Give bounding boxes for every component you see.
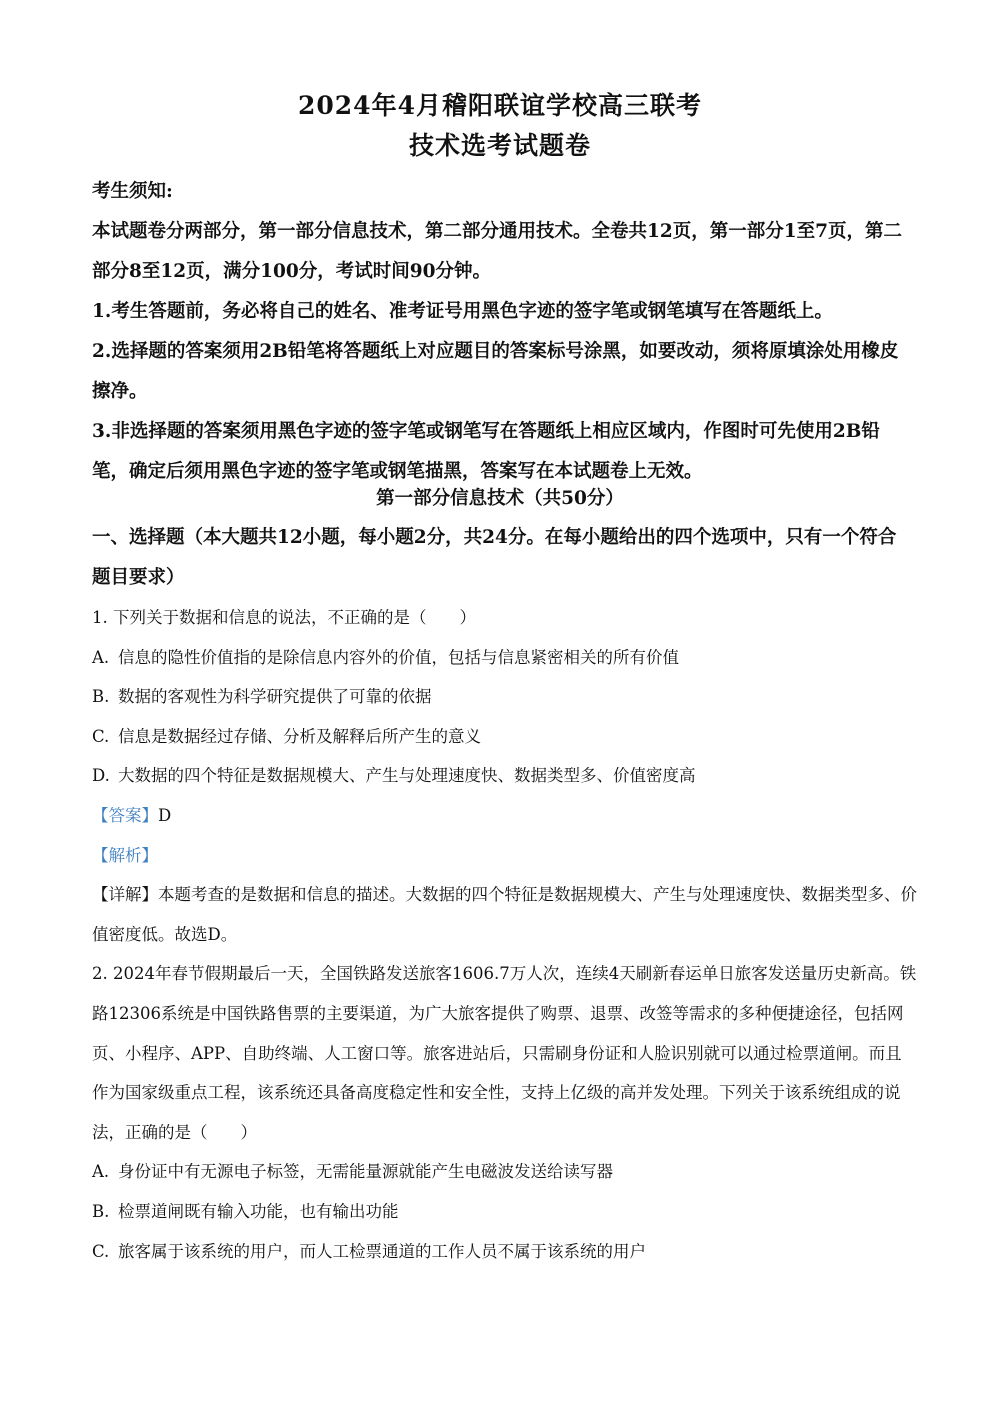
section1-heading: 一、选择题（本大题共12小题，每小题2分，共24分。在每小题给出的四个选项中，只有一个符合题目要求）: [92, 527, 897, 588]
notice-heading: 考生须知:: [92, 181, 173, 202]
q2-stem: 2. 2024年春节假期最后一天，全国铁路发送旅客1606.7万人次，连续4天刷新春运单日旅客发送量历史新高。铁路12306系统是中国铁路售票的主要渠道，为广大旅客提供了购票、退票、改签等需求的多种便捷途径，包括网页、小程序、APP、自助终端、人工窗口等。旅客进站后，只需刷身份证和人脸识别就可以通过检票道闸。而且作为国家级重点工程，该系统还具备高度稳定性和安全性，支持上亿级的高并发处理。下列关于该系统组成的说法，正确的是（ ）: [92, 964, 917, 1142]
exam-notice: [92, 172, 912, 492]
option-text: 数据的客观性为科学研究提供了可靠的依据: [118, 687, 432, 707]
notice-item-2: 2.选择题的答案须用2B铅笔将答题纸上对应题目的答案标号涂黑，如要改动，须将原填涂处用橡皮擦净。: [92, 341, 899, 402]
q1-option-b: [92, 677, 917, 717]
q1-detail: [92, 875, 917, 954]
notice-item-1: 1.考生答题前，务必将自己的姓名、准考证号用黑色字迹的签字笔或钢笔填写在答题纸上。: [92, 301, 833, 322]
q2-option-c: [92, 1232, 917, 1272]
option-letter: D.: [92, 766, 110, 786]
q1-option-c: [92, 717, 917, 757]
option-letter: C.: [92, 1241, 110, 1261]
q1-option-d: [92, 756, 917, 796]
option-text: 身份证中有无源电子标签，无需能量源就能产生电磁波发送给读写器: [118, 1162, 613, 1182]
answer-value: D: [158, 805, 172, 825]
option-text: 旅客属于该系统的用户，而人工检票通道的工作人员不属于该系统的用户: [118, 1241, 646, 1261]
notice-item-3: 3.非选择题的答案须用黑色字迹的签字笔或钢笔写在答题纸上相应区域内，作图时可先使用2B铅笔，确定后须用黑色字迹的签字笔或钢笔描黑，答案写在本试题卷上无效。: [92, 421, 880, 482]
q2-option-a: [92, 1152, 917, 1192]
exam-subtitle: 技术选考试题卷: [408, 131, 591, 160]
notice-intro: 本试题卷分两部分，第一部分信息技术，第二部分通用技术。全卷共12页，第一部分1至7页，第二部分8至12页，满分100分，考试时间90分钟。: [92, 221, 902, 282]
q1-analysis: [92, 836, 917, 876]
part1-title: 第一部分信息技术（共50分）: [376, 488, 624, 509]
q1-option-a: [92, 638, 917, 678]
analysis-tag: 【解析】: [92, 845, 158, 865]
detail-text: 本题考查的是数据和信息的描述。大数据的四个特征是数据规模大、产生与处理速度快、数据类型多、价值密度低。故选D。: [92, 885, 917, 944]
option-letter: B.: [92, 687, 110, 707]
option-letter: B.: [92, 1201, 110, 1221]
option-text: 大数据的四个特征是数据规模大、产生与处理速度快、数据类型多、价值密度高: [118, 766, 696, 786]
option-text: 信息是数据经过存储、分析及解释后所产生的意义: [118, 726, 481, 746]
q1-answer: [92, 796, 917, 836]
option-letter: C.: [92, 726, 110, 746]
detail-tag: 【详解】: [92, 885, 158, 905]
option-text: 检票道闸既有输入功能，也有输出功能: [118, 1201, 399, 1221]
option-text: 信息的隐性价值指的是除信息内容外的价值，包括与信息紧密相关的所有价值: [118, 647, 679, 667]
option-letter: A.: [92, 1162, 110, 1182]
q2-option-b: [92, 1192, 917, 1232]
answer-tag: 【答案】: [92, 805, 158, 825]
exam-title: 2024年4月稽阳联谊学校高三联考: [298, 91, 702, 120]
question-area: [92, 598, 917, 1271]
option-letter: A.: [92, 647, 110, 667]
q1-stem: 1. 下列关于数据和信息的说法，不正确的是（ ）: [92, 608, 476, 627]
